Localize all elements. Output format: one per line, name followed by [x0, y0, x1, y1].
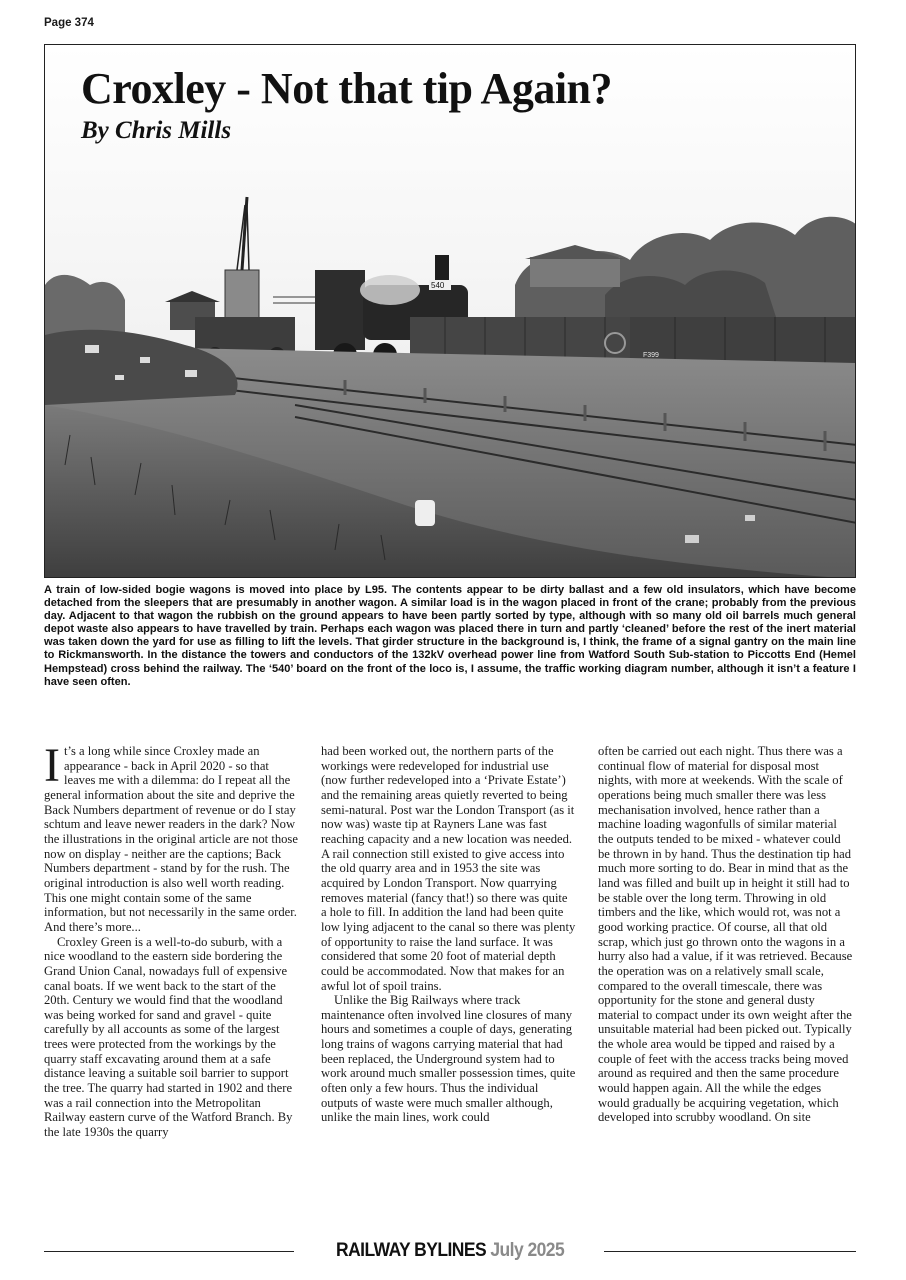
paragraph: had been worked out, the northern parts of the workings were redeveloped for industrial use (now further redeveloped into a ‘Private Estate’) and the remaining areas quietly reverted to being semi-natural. Post war the London Transport (as it now was) waste tip at Rayners Lane was fast reaching capacity and a new location was needed. A rail connection still existed to give access into the old quarry area and in 1953 the site was acquired by London Transport. Now quarrying removes material (fancy that!) so there was quite a hole to fill. In addition the land had been quite low lying adjacent to the canal so there was plenty of opportunity to raise the land surface. It was considered that some 20 foot of material depth could be accommodated. Now that makes for an awful lot of spoil trains.	[321, 744, 576, 993]
photo-caption: A train of low-sided bogie wagons is moved into place by L95. The contents appear to be dirty ballast and a few old insulators, which have become detached from the sleepers that are presumably in another wagon. A similar load is in the wagon placed in front of the crane; probably from the previous day. Adjacent to that wagon the rubbish on the ground appears to have been partly sorted by type, although with so many old oil barrels much general depot waste also appears to have travelled by train. Perhaps each wagon was placed there in turn and partly ‘cleaned’ before the rest of the inert material was taken down the yard for use as filling to lift the levels. That girder structure in the background is, I think, the frame of a signal gantry on the main line to Rickmansworth. In the distance the towers and conductors of the 132kV overhead power line from Watford South Sub-station to Piccotts End (Hemel Hempstead) cross behind the railway. The ‘540’ board on the front of the loco is, I assume, the traffic working diagram number, although it isn’t a feature I have seen often.	[44, 584, 856, 688]
paragraph	[44, 744, 299, 935]
article-title: Croxley - Not that tip Again?	[81, 64, 613, 113]
article-photo-frame	[44, 44, 856, 578]
footer-rule-right	[604, 1251, 856, 1252]
drop-cap: I	[44, 744, 60, 792]
paragraph-text: t’s a long while since Croxley made an appearance - back in April 2020 - so that leaves me with a dilemma: do I repeat all the general information about the site and deprive the Back Numbers department of revenue or do I stay schtum and leave newer readers in the dark? Now the illustrations in the original article are not those now on display - neither are the captions; Back Numbers department - stand by for the rush. The original introduction is also well worth reading. This one might contain some of the same information, but not necessarily in the same order. And there’s more...	[44, 744, 298, 934]
magazine-name: RAILWAY BYLINES	[336, 1240, 487, 1261]
paragraph: Unlike the Big Railways where track maintenance often involved line closures of many hours and sometimes a couple of days, generating long trains of wagons carrying material that had been replaced, the Underground system had to work around much smaller possession times, quite often only a few hours. Thus the individual outputs of waste were much smaller although, unlike the main lines, work could	[321, 993, 576, 1125]
footer-masthead	[336, 1240, 564, 1262]
issue-date: July 2025	[490, 1240, 565, 1261]
page-number: Page 374	[44, 17, 94, 29]
article-byline: By Chris Mills	[81, 117, 232, 144]
text-column-1	[44, 744, 299, 1234]
paragraph: often be carried out each night. Thus there was a continual flow of material for disposal most nights, with more at weekends. With the scale of operations being much smaller there was less mechanisation involved, hence rather than a machine loading wagonfulls of similar material the outputs tended to be mixed - whatever could be thrown in by hand. Thus the destination tip had much more sorting to do. Bear in mind that as the land was filled and built up in height it still had to be stable over the long term. Throwing in old timbers and the like, which would rot, was not a good working practice. Of course, all that old scrap, which just go thrown onto the wagons in a hurry also had a value, if it was retrieved. Because the operation was on a relatively small scale, compared to the overall timescale, there was opportunity for the stone and general dusty material to compact under its own weight after the unsuitable material had been picked out. Typically the whole area would be tipped and raised by a couple of feet with the access tracks being moved around as required and then the same procedure would happen again. All the while the edges would gradually be acquiring vegetation, which developed into scrubby woodland. On site	[598, 744, 853, 1125]
text-column-3	[598, 744, 853, 1234]
loco-board-number: 540	[431, 281, 445, 290]
text-column-2	[321, 744, 576, 1234]
footer-rule-left	[44, 1251, 294, 1252]
paragraph: Croxley Green is a well-to-do suburb, with a nice woodland to the eastern side bordering the Grand Union Canal, nowadays full of expensive canal boats. If we went back to the start of the 20th. Century we would find that the woodland was being worked for sand and gravel - quite carefully by all accounts as some of the largest trees were protected from the workings by the quarry staff excavating around them at a safe distance leaving a suitable soil barrier to support the tree. The quarry had started in 1902 and there was a rail connection into the Metropolitan Railway eastern curve of the Watford Branch. By the late 1930s the quarry	[44, 934, 293, 1140]
wagon-number: F399	[643, 352, 659, 359]
